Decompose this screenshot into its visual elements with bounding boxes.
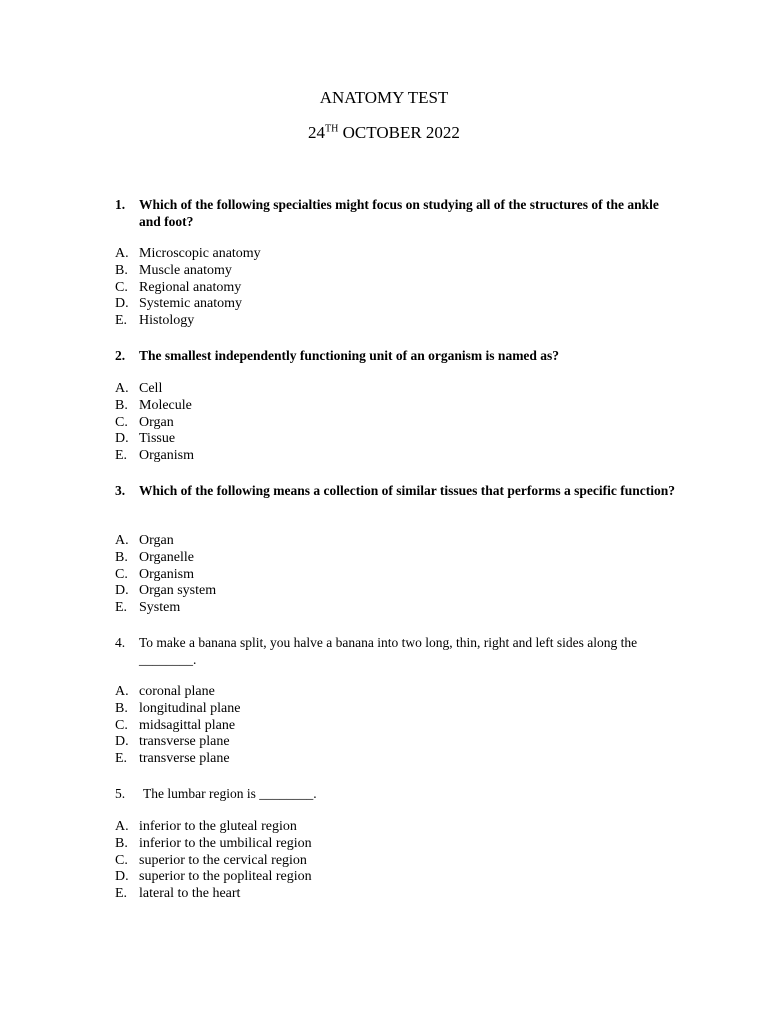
option-e bbox=[115, 600, 675, 617]
option-e bbox=[115, 448, 675, 465]
option-letter: D. bbox=[115, 583, 129, 599]
option-letter: E. bbox=[115, 886, 128, 902]
option-d bbox=[115, 431, 675, 448]
option-text: superior to the cervical region bbox=[139, 852, 307, 868]
option-a bbox=[115, 246, 675, 263]
option-letter: E. bbox=[115, 600, 128, 616]
option-letter: A. bbox=[115, 819, 129, 834]
option-text: Regional anatomy bbox=[139, 279, 242, 295]
option-text: superior to the popliteal region bbox=[139, 869, 312, 885]
option-b bbox=[115, 836, 675, 853]
question-number: 5. bbox=[115, 786, 126, 801]
option-c bbox=[115, 280, 675, 297]
question-2-options bbox=[115, 381, 675, 465]
option-e bbox=[115, 886, 675, 903]
question-number: 2. bbox=[115, 348, 126, 363]
option-text: coronal plane bbox=[139, 684, 215, 699]
question-3 bbox=[115, 482, 675, 499]
option-letter: C. bbox=[115, 566, 128, 582]
question-5-options bbox=[115, 819, 675, 903]
option-text: Organ bbox=[139, 414, 174, 430]
option-a bbox=[115, 819, 675, 836]
option-letter: D. bbox=[115, 734, 129, 750]
option-letter: D. bbox=[115, 296, 129, 312]
option-text: Tissue bbox=[139, 431, 176, 447]
date-ordinal-suffix: TH bbox=[325, 123, 339, 135]
date-day: 24 bbox=[308, 123, 326, 142]
option-letter: C. bbox=[115, 279, 128, 295]
question-4-options bbox=[115, 684, 675, 768]
option-letter: E. bbox=[115, 313, 128, 329]
option-d bbox=[115, 734, 675, 751]
option-a bbox=[115, 381, 675, 398]
option-text: Muscle anatomy bbox=[139, 262, 232, 278]
option-letter: B. bbox=[115, 262, 128, 278]
option-text: midsagittal plane bbox=[139, 717, 236, 733]
option-letter: C. bbox=[115, 717, 128, 733]
question-number: 4. bbox=[115, 635, 126, 650]
question-3-options bbox=[115, 533, 675, 617]
option-text: Organism bbox=[139, 448, 194, 464]
option-text: lateral to the heart bbox=[139, 886, 241, 902]
option-letter: A. bbox=[115, 381, 129, 396]
option-d bbox=[115, 869, 675, 886]
question-text: The smallest independently functioning unit of an organism is named as? bbox=[139, 348, 560, 363]
option-letter: C. bbox=[115, 414, 128, 430]
question-1 bbox=[115, 196, 675, 230]
option-letter: E. bbox=[115, 751, 128, 767]
option-c bbox=[115, 718, 675, 735]
option-b bbox=[115, 398, 675, 415]
option-letter: B. bbox=[115, 700, 128, 716]
option-letter: B. bbox=[115, 835, 128, 851]
option-d bbox=[115, 296, 675, 313]
question-text: To make a banana split, you halve a banana into two long, thin, right and left sides along the ________. bbox=[139, 635, 638, 667]
option-text: Organ system bbox=[139, 583, 217, 599]
option-text: transverse plane bbox=[139, 734, 230, 750]
option-letter: B. bbox=[115, 397, 128, 413]
question-text: Which of the following means a collection of similar tissues that performs a specific function? bbox=[139, 483, 675, 498]
option-text: inferior to the gluteal region bbox=[139, 819, 297, 834]
option-b bbox=[115, 263, 675, 280]
option-letter: A. bbox=[115, 246, 129, 261]
option-letter: C. bbox=[115, 852, 128, 868]
test-date bbox=[0, 123, 768, 143]
option-letter: E. bbox=[115, 448, 128, 464]
option-letter: A. bbox=[115, 533, 129, 548]
date-month-year: OCTOBER 2022 bbox=[338, 123, 460, 142]
option-letter: B. bbox=[115, 549, 128, 565]
option-text: System bbox=[139, 600, 181, 616]
question-1-options bbox=[115, 246, 675, 330]
question-2 bbox=[115, 347, 675, 364]
option-letter: A. bbox=[115, 684, 129, 699]
option-e bbox=[115, 751, 675, 768]
option-d bbox=[115, 583, 675, 600]
option-text: inferior to the umbilical region bbox=[139, 835, 312, 851]
option-letter: D. bbox=[115, 869, 129, 885]
option-c bbox=[115, 415, 675, 432]
option-letter: D. bbox=[115, 431, 129, 447]
option-b bbox=[115, 550, 675, 567]
option-b bbox=[115, 701, 675, 718]
question-5 bbox=[115, 785, 675, 802]
question-4 bbox=[115, 634, 675, 668]
option-text: transverse plane bbox=[139, 751, 230, 767]
option-text: Cell bbox=[139, 381, 163, 396]
question-text: The lumbar region is ________. bbox=[143, 786, 317, 801]
option-a bbox=[115, 684, 675, 701]
option-text: longitudinal plane bbox=[139, 700, 241, 716]
option-a bbox=[115, 533, 675, 550]
question-number: 1. bbox=[115, 197, 126, 212]
option-text: Microscopic anatomy bbox=[139, 246, 261, 261]
question-text: Which of the following specialties might focus on studying all of the structures of the ankle and foot? bbox=[139, 197, 659, 229]
option-text: Molecule bbox=[139, 397, 192, 413]
option-text: Organ bbox=[139, 533, 174, 548]
option-text: Organelle bbox=[139, 549, 194, 565]
test-title: ANATOMY TEST bbox=[319, 88, 449, 107]
option-e bbox=[115, 313, 675, 330]
option-c bbox=[115, 853, 675, 870]
question-number: 3. bbox=[115, 483, 126, 498]
option-text: Systemic anatomy bbox=[139, 296, 243, 312]
option-c bbox=[115, 567, 675, 584]
option-text: Organism bbox=[139, 566, 194, 582]
option-text: Histology bbox=[139, 313, 195, 329]
